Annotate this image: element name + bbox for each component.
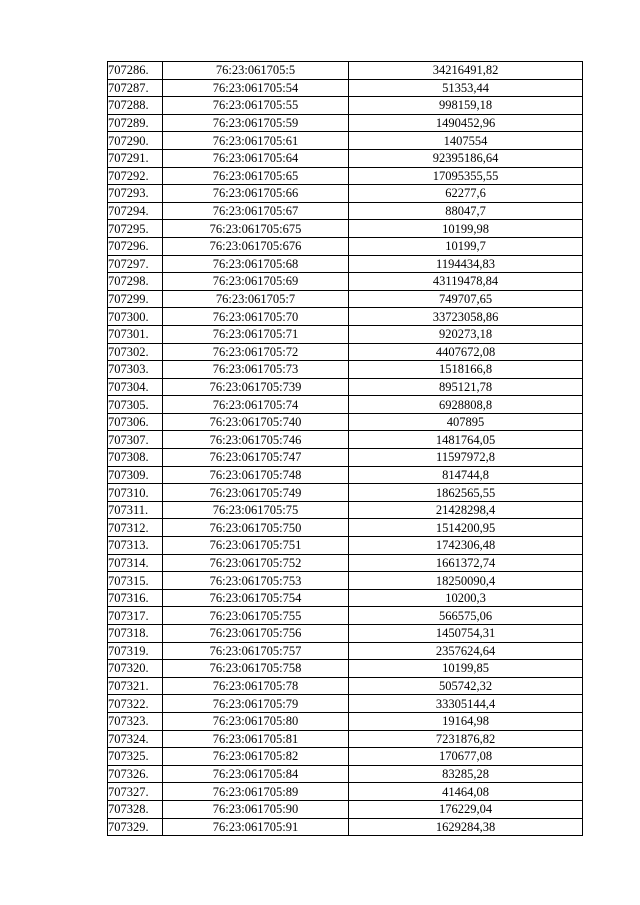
- table-row: [108, 220, 583, 238]
- cadastral-number-cell: 76:23:061705:753: [163, 572, 349, 590]
- row-number-cell: 707318.: [108, 625, 163, 643]
- table-row: [108, 712, 583, 730]
- cadastral-number-cell: 76:23:061705:70: [163, 308, 349, 326]
- row-number-cell: 707319.: [108, 642, 163, 660]
- cadastral-number-cell: 76:23:061705:752: [163, 554, 349, 572]
- row-number-cell: 707292.: [108, 167, 163, 185]
- cadastral-number-cell: 76:23:061705:755: [163, 607, 349, 625]
- value-cell: 920273,18: [349, 325, 583, 343]
- value-cell: 749707,65: [349, 290, 583, 308]
- cadastral-value-table: [107, 61, 583, 836]
- table-row: [108, 431, 583, 449]
- row-number-cell: 707317.: [108, 607, 163, 625]
- table-row: [108, 519, 583, 537]
- row-number-cell: 707294.: [108, 202, 163, 220]
- value-cell: 88047,7: [349, 202, 583, 220]
- value-cell: 4407672,08: [349, 343, 583, 361]
- cadastral-number-cell: 76:23:061705:676: [163, 237, 349, 255]
- cadastral-number-cell: 76:23:061705:78: [163, 677, 349, 695]
- value-cell: 10200,3: [349, 589, 583, 607]
- row-number-cell: 707325.: [108, 748, 163, 766]
- row-number-cell: 707291.: [108, 149, 163, 167]
- cadastral-number-cell: 76:23:061705:71: [163, 325, 349, 343]
- table-row: [108, 114, 583, 132]
- cadastral-number-cell: 76:23:061705:73: [163, 361, 349, 379]
- row-number-cell: 707305.: [108, 396, 163, 414]
- table-row: [108, 642, 583, 660]
- cadastral-number-cell: 76:23:061705:81: [163, 730, 349, 748]
- table-row: [108, 167, 583, 185]
- value-cell: 62277,6: [349, 185, 583, 203]
- table-row: [108, 449, 583, 467]
- cadastral-number-cell: 76:23:061705:758: [163, 660, 349, 678]
- table-row: [108, 730, 583, 748]
- table-row: [108, 185, 583, 203]
- table-row: [108, 290, 583, 308]
- value-cell: 83285,28: [349, 765, 583, 783]
- value-cell: 1661372,74: [349, 554, 583, 572]
- value-cell: 1514200,95: [349, 519, 583, 537]
- table-row: [108, 660, 583, 678]
- value-cell: 1518166,8: [349, 361, 583, 379]
- value-cell: 1742306,48: [349, 537, 583, 555]
- cadastral-number-cell: 76:23:061705:59: [163, 114, 349, 132]
- table-row: [108, 255, 583, 273]
- value-cell: 1490452,96: [349, 114, 583, 132]
- row-number-cell: 707303.: [108, 361, 163, 379]
- value-cell: 814744,8: [349, 466, 583, 484]
- cadastral-number-cell: 76:23:061705:82: [163, 748, 349, 766]
- cadastral-number-cell: 76:23:061705:747: [163, 449, 349, 467]
- table-row: [108, 62, 583, 80]
- row-number-cell: 707299.: [108, 290, 163, 308]
- cadastral-number-cell: 76:23:061705:72: [163, 343, 349, 361]
- row-number-cell: 707296.: [108, 237, 163, 255]
- cadastral-number-cell: 76:23:061705:5: [163, 62, 349, 80]
- value-cell: 43119478,84: [349, 273, 583, 291]
- cadastral-number-cell: 76:23:061705:67: [163, 202, 349, 220]
- value-cell: 10199,85: [349, 660, 583, 678]
- row-number-cell: 707310.: [108, 484, 163, 502]
- value-cell: 505742,32: [349, 677, 583, 695]
- value-cell: 7231876,82: [349, 730, 583, 748]
- table-row: [108, 677, 583, 695]
- value-cell: 998159,18: [349, 97, 583, 115]
- table-row: [108, 361, 583, 379]
- value-cell: 6928808,8: [349, 396, 583, 414]
- value-cell: 11597972,8: [349, 449, 583, 467]
- table-row: [108, 484, 583, 502]
- cadastral-number-cell: 76:23:061705:754: [163, 589, 349, 607]
- row-number-cell: 707316.: [108, 589, 163, 607]
- cadastral-number-cell: 76:23:061705:749: [163, 484, 349, 502]
- row-number-cell: 707326.: [108, 765, 163, 783]
- value-cell: 1481764,05: [349, 431, 583, 449]
- value-cell: 1629284,38: [349, 818, 583, 836]
- value-cell: 2357624,64: [349, 642, 583, 660]
- cadastral-number-cell: 76:23:061705:740: [163, 413, 349, 431]
- value-cell: 1194434,83: [349, 255, 583, 273]
- cadastral-number-cell: 76:23:061705:68: [163, 255, 349, 273]
- row-number-cell: 707287.: [108, 79, 163, 97]
- value-cell: 21428298,4: [349, 501, 583, 519]
- table-row: [108, 537, 583, 555]
- cadastral-number-cell: 76:23:061705:91: [163, 818, 349, 836]
- row-number-cell: 707328.: [108, 800, 163, 818]
- value-cell: 895121,78: [349, 378, 583, 396]
- row-number-cell: 707329.: [108, 818, 163, 836]
- table-row: [108, 237, 583, 255]
- row-number-cell: 707314.: [108, 554, 163, 572]
- table-row: [108, 800, 583, 818]
- row-number-cell: 707323.: [108, 712, 163, 730]
- cadastral-number-cell: 76:23:061705:84: [163, 765, 349, 783]
- value-cell: 33305144,4: [349, 695, 583, 713]
- cadastral-number-cell: 76:23:061705:54: [163, 79, 349, 97]
- table-row: [108, 607, 583, 625]
- row-number-cell: 707313.: [108, 537, 163, 555]
- table-body: [108, 62, 583, 836]
- row-number-cell: 707301.: [108, 325, 163, 343]
- row-number-cell: 707304.: [108, 378, 163, 396]
- table-row: [108, 572, 583, 590]
- table-row: [108, 273, 583, 291]
- table-row: [108, 748, 583, 766]
- row-number-cell: 707311.: [108, 501, 163, 519]
- value-cell: 10199,98: [349, 220, 583, 238]
- table-row: [108, 695, 583, 713]
- value-cell: 176229,04: [349, 800, 583, 818]
- row-number-cell: 707315.: [108, 572, 163, 590]
- cadastral-number-cell: 76:23:061705:756: [163, 625, 349, 643]
- row-number-cell: 707290.: [108, 132, 163, 150]
- row-number-cell: 707309.: [108, 466, 163, 484]
- table-row: [108, 818, 583, 836]
- row-number-cell: 707327.: [108, 783, 163, 801]
- value-cell: 19164,98: [349, 712, 583, 730]
- value-cell: 1450754,31: [349, 625, 583, 643]
- cadastral-number-cell: 76:23:061705:80: [163, 712, 349, 730]
- cadastral-number-cell: 76:23:061705:79: [163, 695, 349, 713]
- row-number-cell: 707297.: [108, 255, 163, 273]
- row-number-cell: 707306.: [108, 413, 163, 431]
- table-row: [108, 308, 583, 326]
- table-row: [108, 79, 583, 97]
- cadastral-number-cell: 76:23:061705:7: [163, 290, 349, 308]
- table-row: [108, 325, 583, 343]
- value-cell: 1862565,55: [349, 484, 583, 502]
- value-cell: 566575,06: [349, 607, 583, 625]
- value-cell: 1407554: [349, 132, 583, 150]
- value-cell: 41464,08: [349, 783, 583, 801]
- cadastral-number-cell: 76:23:061705:90: [163, 800, 349, 818]
- table-row: [108, 378, 583, 396]
- table-row: [108, 554, 583, 572]
- row-number-cell: 707320.: [108, 660, 163, 678]
- cadastral-number-cell: 76:23:061705:89: [163, 783, 349, 801]
- cadastral-number-cell: 76:23:061705:61: [163, 132, 349, 150]
- table-row: [108, 783, 583, 801]
- table-row: [108, 149, 583, 167]
- value-cell: 34216491,82: [349, 62, 583, 80]
- table-row: [108, 396, 583, 414]
- cadastral-number-cell: 76:23:061705:66: [163, 185, 349, 203]
- row-number-cell: 707312.: [108, 519, 163, 537]
- row-number-cell: 707308.: [108, 449, 163, 467]
- row-number-cell: 707307.: [108, 431, 163, 449]
- cadastral-number-cell: 76:23:061705:675: [163, 220, 349, 238]
- value-cell: 92395186,64: [349, 149, 583, 167]
- cadastral-number-cell: 76:23:061705:757: [163, 642, 349, 660]
- cadastral-number-cell: 76:23:061705:75: [163, 501, 349, 519]
- table-row: [108, 97, 583, 115]
- value-cell: 10199,7: [349, 237, 583, 255]
- cadastral-number-cell: 76:23:061705:739: [163, 378, 349, 396]
- cadastral-number-cell: 76:23:061705:55: [163, 97, 349, 115]
- row-number-cell: 707289.: [108, 114, 163, 132]
- table-row: [108, 589, 583, 607]
- cadastral-number-cell: 76:23:061705:751: [163, 537, 349, 555]
- row-number-cell: 707321.: [108, 677, 163, 695]
- row-number-cell: 707322.: [108, 695, 163, 713]
- row-number-cell: 707324.: [108, 730, 163, 748]
- table-row: [108, 132, 583, 150]
- table-row: [108, 765, 583, 783]
- row-number-cell: 707300.: [108, 308, 163, 326]
- value-cell: 170677,08: [349, 748, 583, 766]
- row-number-cell: 707286.: [108, 62, 163, 80]
- row-number-cell: 707298.: [108, 273, 163, 291]
- value-cell: 18250090,4: [349, 572, 583, 590]
- table-row: [108, 343, 583, 361]
- row-number-cell: 707288.: [108, 97, 163, 115]
- row-number-cell: 707295.: [108, 220, 163, 238]
- value-cell: 51353,44: [349, 79, 583, 97]
- table-row: [108, 501, 583, 519]
- value-cell: 407895: [349, 413, 583, 431]
- table-row: [108, 625, 583, 643]
- table-row: [108, 413, 583, 431]
- cadastral-number-cell: 76:23:061705:64: [163, 149, 349, 167]
- cadastral-number-cell: 76:23:061705:750: [163, 519, 349, 537]
- cadastral-number-cell: 76:23:061705:69: [163, 273, 349, 291]
- table-row: [108, 202, 583, 220]
- cadastral-number-cell: 76:23:061705:74: [163, 396, 349, 414]
- cadastral-number-cell: 76:23:061705:65: [163, 167, 349, 185]
- table-row: [108, 466, 583, 484]
- cadastral-number-cell: 76:23:061705:748: [163, 466, 349, 484]
- value-cell: 17095355,55: [349, 167, 583, 185]
- row-number-cell: 707293.: [108, 185, 163, 203]
- cadastral-number-cell: 76:23:061705:746: [163, 431, 349, 449]
- value-cell: 33723058,86: [349, 308, 583, 326]
- row-number-cell: 707302.: [108, 343, 163, 361]
